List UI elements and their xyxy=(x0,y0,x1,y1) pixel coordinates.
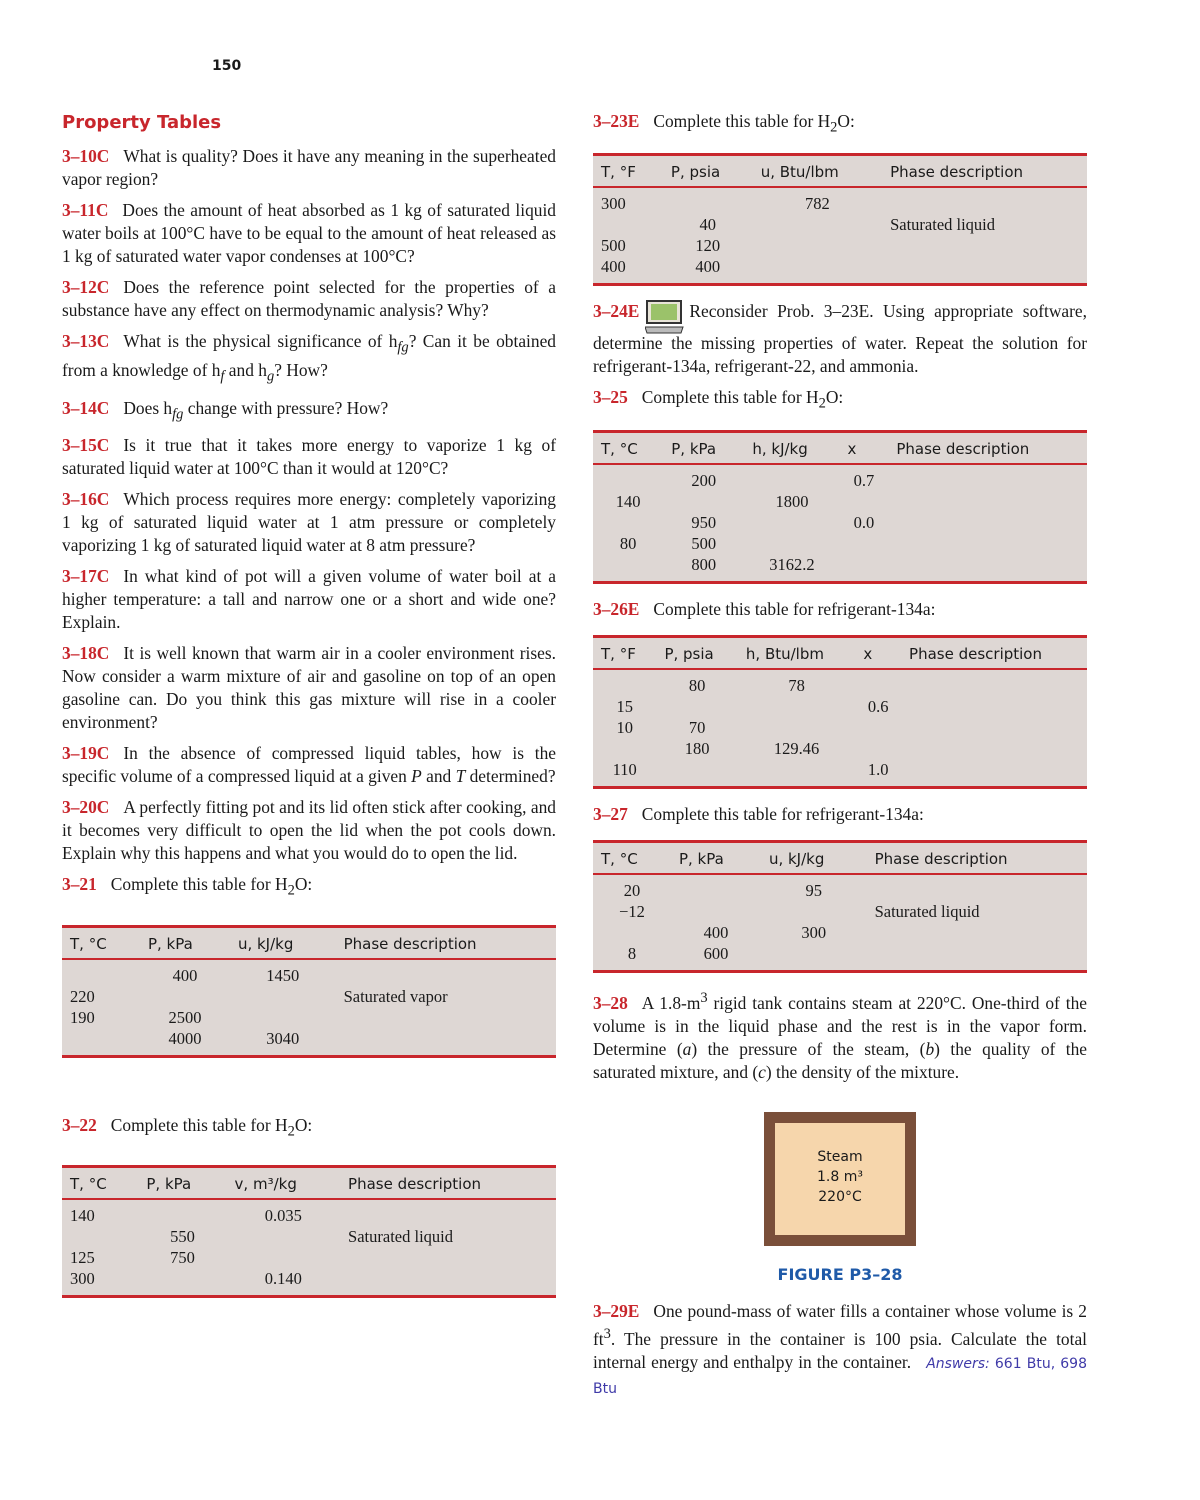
figure-p3-28 xyxy=(593,1112,1087,1251)
table-header: Phase description xyxy=(888,431,1087,464)
problem-3-29e: 3–29E One pound-mass of water fills a container whose volume is 2 $ft^3$. The pressure in the container is 100 psia. Calculate the total internal energy and enthalpy in the container. Answers: 661 Btu, 698 Btu xyxy=(593,1300,1088,1397)
table-row: 40 Saturated liquid xyxy=(699,215,996,235)
problem-3-27: 3–27 Complete this table for refrigerant-134a: xyxy=(593,803,924,824)
table-header: P, kPa xyxy=(140,926,230,959)
table-header: P, psia xyxy=(656,636,737,669)
table-header: T, °C xyxy=(593,431,663,464)
table-header: h, kJ/kg xyxy=(744,431,839,464)
problem-3-13c: 3–13C What is the physical significance of $h_{fg}$? Can it be obtained from a knowledge of $h_f$ and $h_g$? How? xyxy=(62,331,556,385)
table-header: Phase description xyxy=(336,926,556,959)
problem-3-19c: 3–19C In the absence of compressed liquid tables, how is the specific volume of a compressed liquid at a given P and T determined? xyxy=(62,743,556,787)
problem-3-10c: 3–10C What is quality? Does it have any meaning in the superheated vapor region? xyxy=(62,146,556,189)
table-row: 180 129.46 xyxy=(684,738,820,758)
table-header: x xyxy=(855,636,901,669)
left-column xyxy=(62,110,556,1312)
problem-3-23e: 3–23E Complete this table for $H_2O$: xyxy=(593,111,855,136)
table-row: 400 300 xyxy=(703,922,827,942)
table-3-25 xyxy=(593,430,1087,584)
table-row: −12 Saturated liquid xyxy=(619,901,980,921)
table-row: 8 600 xyxy=(627,943,729,963)
problem-3-21: 3–21 Complete this table for $H_2O$: xyxy=(62,874,313,899)
table-header: h, Btu/lbm xyxy=(738,636,855,669)
table-header: Phase description xyxy=(867,841,1087,874)
problem-3-12c: 3–12C Does the reference point selected for the properties of a substance have any effect on thermodynamic analysis? Why? xyxy=(62,277,556,320)
steam-tank-diagram xyxy=(764,1112,916,1246)
table-row: 15 0.6 xyxy=(616,696,889,716)
problem-3-22: 3–22 Complete this table for $H_2O$: xyxy=(62,1114,313,1140)
table-header: T, °C xyxy=(62,926,140,959)
table-3-21 xyxy=(62,925,556,1058)
problem-3-20c: 3–20C A perfectly fitting pot and its lid often stick after cooking, and it becomes very difficult to open the lid when the pot cools down. Explain why this happens and what you would do to open the lid. xyxy=(62,797,556,864)
table-header: P, kPa xyxy=(663,431,744,464)
table-row: 10 70 xyxy=(616,717,706,737)
table-row: 800 3162.2 xyxy=(691,554,815,574)
table-row: 80 500 xyxy=(619,533,717,553)
computer-icon xyxy=(645,300,685,334)
table-row: 300 0.140 xyxy=(70,1269,302,1289)
problem-3-16c: 3–16C Which process requires more energy: completely vaporizing 1 kg of saturated liquid water at 1 atm pressure or completely vaporizing 1 kg of saturated liquid water at 8 atm pressure? xyxy=(62,489,556,556)
problem-3-17c: 3–17C In what kind of pot will a given volume of water boil at a higher temperature: a tall and narrow one or a short and wide one? Explain. xyxy=(62,566,556,633)
tank-label-volume: 1.8 m³ xyxy=(817,1168,863,1185)
table-header: P, psia xyxy=(663,155,753,188)
table-header: u, kJ/kg xyxy=(761,841,867,874)
table-header: v, m³/kg xyxy=(227,1167,341,1200)
problem-3-11c: 3–11C Does the amount of heat absorbed as 1 kg of saturated liquid water boils at 100°C have to be equal to the amount of heat released as 1 kg of saturated water vapor condenses at 100°C? xyxy=(62,200,556,266)
problem-3-25: 3–25 Complete this table for $H_2O$: xyxy=(593,387,844,412)
table-row: 110 1.0 xyxy=(612,759,889,779)
table-row: 80 78 xyxy=(688,675,805,695)
page-number: 150 xyxy=(212,58,242,74)
table-row: 500 120 xyxy=(601,236,721,256)
table-header: T, °F xyxy=(593,155,663,188)
table-header: Phase description xyxy=(882,155,1087,188)
table-header: Phase description xyxy=(340,1167,556,1200)
table-row: 125 750 xyxy=(70,1248,195,1268)
table-header: T, °C xyxy=(593,841,671,874)
problem-3-15c: 3–15C Is it true that it takes more energy to vaporize 1 kg of saturated liquid water at 100°C than it would at 120°C? xyxy=(62,435,556,479)
table-header: x xyxy=(840,431,889,464)
tank-label-steam: Steam xyxy=(817,1148,863,1165)
table-row: 200 0.7 xyxy=(691,470,875,490)
problem-3-18c: 3–18C It is well known that warm air in a cooler environment rises. Now consider a warm mixture of air and gasoline on top of an open gasoline can. Do you think this gas mixture will rise in a cooler environment? xyxy=(62,643,556,733)
table-row: 300 782 xyxy=(601,194,830,214)
problem-3-14c: 3–14C Does $h_{fg}$ change with pressure? How? xyxy=(62,397,389,423)
problem-3-28: 3–28 A $1.8-m^3$ rigid tank contains steam at 220°C. One-third of the volume is in the liquid phase and the rest is in the vapor form. Determine (a) the pressure of the steam, (b) the quality of the saturated mixture, and (c) the density of the mixture. xyxy=(593,989,1087,1082)
table-header: Phase description xyxy=(901,636,1087,669)
table-3-27 xyxy=(593,840,1087,973)
table-row: 140 1800 xyxy=(615,491,809,511)
table-header: T, °C xyxy=(62,1167,138,1200)
table-row: 400 1450 xyxy=(172,965,300,985)
problem-3-26e: 3–26E Complete this table for refrigerant-134a: xyxy=(593,598,936,619)
table-3-26e xyxy=(593,635,1087,789)
table-header: P, kPa xyxy=(138,1167,226,1200)
table-row: 400 400 xyxy=(601,257,721,277)
tank-label-temperature: 220°C xyxy=(818,1188,862,1205)
answers: Answers: 661 Btu, 698 Btu xyxy=(593,1355,1088,1397)
table-3-22 xyxy=(62,1165,556,1298)
table-header: u, Btu/lbm xyxy=(753,155,882,188)
right-column xyxy=(593,110,1087,1409)
table-header: T, °F xyxy=(593,636,656,669)
table-header: u, kJ/kg xyxy=(230,926,336,959)
table-row: 190 2500 xyxy=(70,1007,202,1027)
table-row: 140 0.035 xyxy=(70,1206,302,1226)
table-row: 20 95 xyxy=(623,880,823,900)
table-row: 550 Saturated liquid xyxy=(170,1227,453,1247)
table-row: 950 0.0 xyxy=(691,512,875,532)
table-row: 4000 3040 xyxy=(168,1028,300,1048)
figure-caption: FIGURE P3–28 xyxy=(777,1264,903,1284)
problem-3-24e: 3–24E Reconsider Prob. 3–23E. Using appropriate software, determine the missing properties of water. Repeat the solution for refrigerant-134a, refrigerant-22, and ammonia. xyxy=(593,301,1087,377)
section-title: Property Tables xyxy=(62,112,222,133)
table-header: P, kPa xyxy=(671,841,761,874)
table-3-23e xyxy=(593,153,1087,286)
table-row: 220 Saturated vapor xyxy=(70,986,448,1006)
